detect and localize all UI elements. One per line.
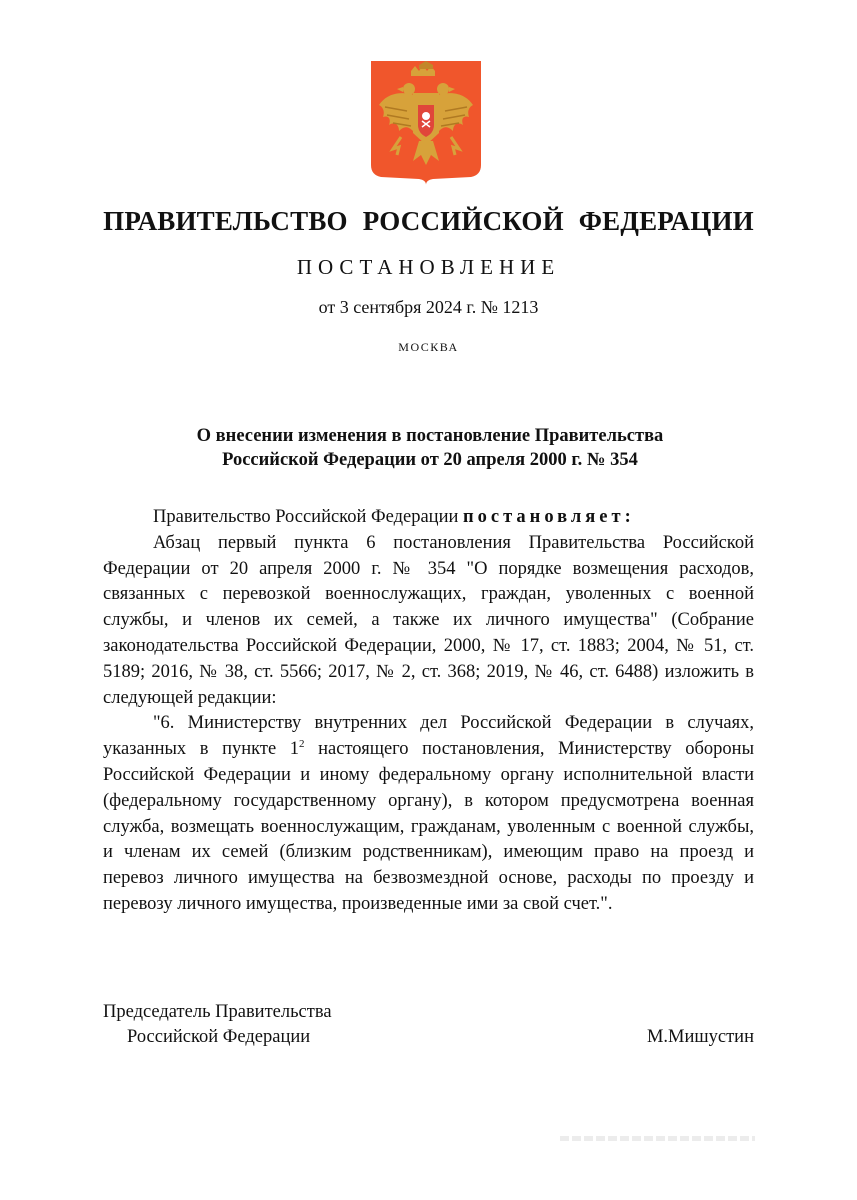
new-wording-start: "6. Министерству внутренних дел Российской Федерации в случаях, указанных в пункте 1 [103, 713, 754, 760]
document-subject [110, 424, 750, 472]
coat-of-arms-icon [371, 61, 481, 185]
government-title: ПРАВИТЕЛЬСТВО РОССИЙСКОЙ ФЕДЕРАЦИИ [103, 206, 754, 236]
faint-registration-mark [560, 1136, 755, 1141]
signatory-name: М.Мишустин [646, 1027, 754, 1047]
paragraph-amendment: Абзац первый пункта 6 постановления Правительства Российской Федерации от 20 апреля 2000 г. № 354 "О порядке возмещения расходов, связанных с перевозкой военнослужащих, граждан, уволенных с военной службы, и членов их семей, а также их личного имущества" (Собрание законодательства Российской Федерации, 2000, № 17, ст. 1883; 2004, № 51, ст. 5189; 2016, № 38, ст. 5566; 2017, № 2, ст. 368; 2019, № 46, ст. 6488) изложить в следующей редакции: [103, 532, 754, 708]
position-line-1: Председатель Правительства [103, 1002, 332, 1022]
intro-text: Правительство Российской Федерации [153, 507, 459, 527]
signatory-position [103, 1000, 332, 1050]
superscript: 2 [299, 738, 305, 751]
decree-intro [103, 505, 754, 531]
position-line-2: Российской Федерации [127, 1027, 311, 1047]
document-type: ПОСТАНОВЛЕНИЕ [296, 255, 561, 279]
decree-word: постановляет: [463, 507, 635, 527]
document-body [103, 505, 754, 918]
paragraph-new-wording [103, 711, 754, 917]
new-wording-end: настоящего постановления, Министерству обороны Российской Федерации и иному федеральному органу исполнительной власти (федеральному государственному органу), в котором предусмотрена военная служба, возмещать военнослужащим, гражданам, уволенным с военной службы, и членам их семей (близким родственникам), имеющим право на проезд и перевоз личного имущества на безвозмездной основе, расходы по проезду и перевозу личного имущества, произведенные ими за свой счет.". [103, 739, 754, 914]
subject-line-2: Российской Федерации от 20 апреля 2000 г. № 354 [222, 450, 638, 470]
document-date-number: от 3 сентября 2024 г. № 1213 [318, 297, 539, 317]
document-city: МОСКВА [398, 340, 459, 354]
subject-line-1: О внесении изменения в постановление Правительства [196, 426, 664, 446]
